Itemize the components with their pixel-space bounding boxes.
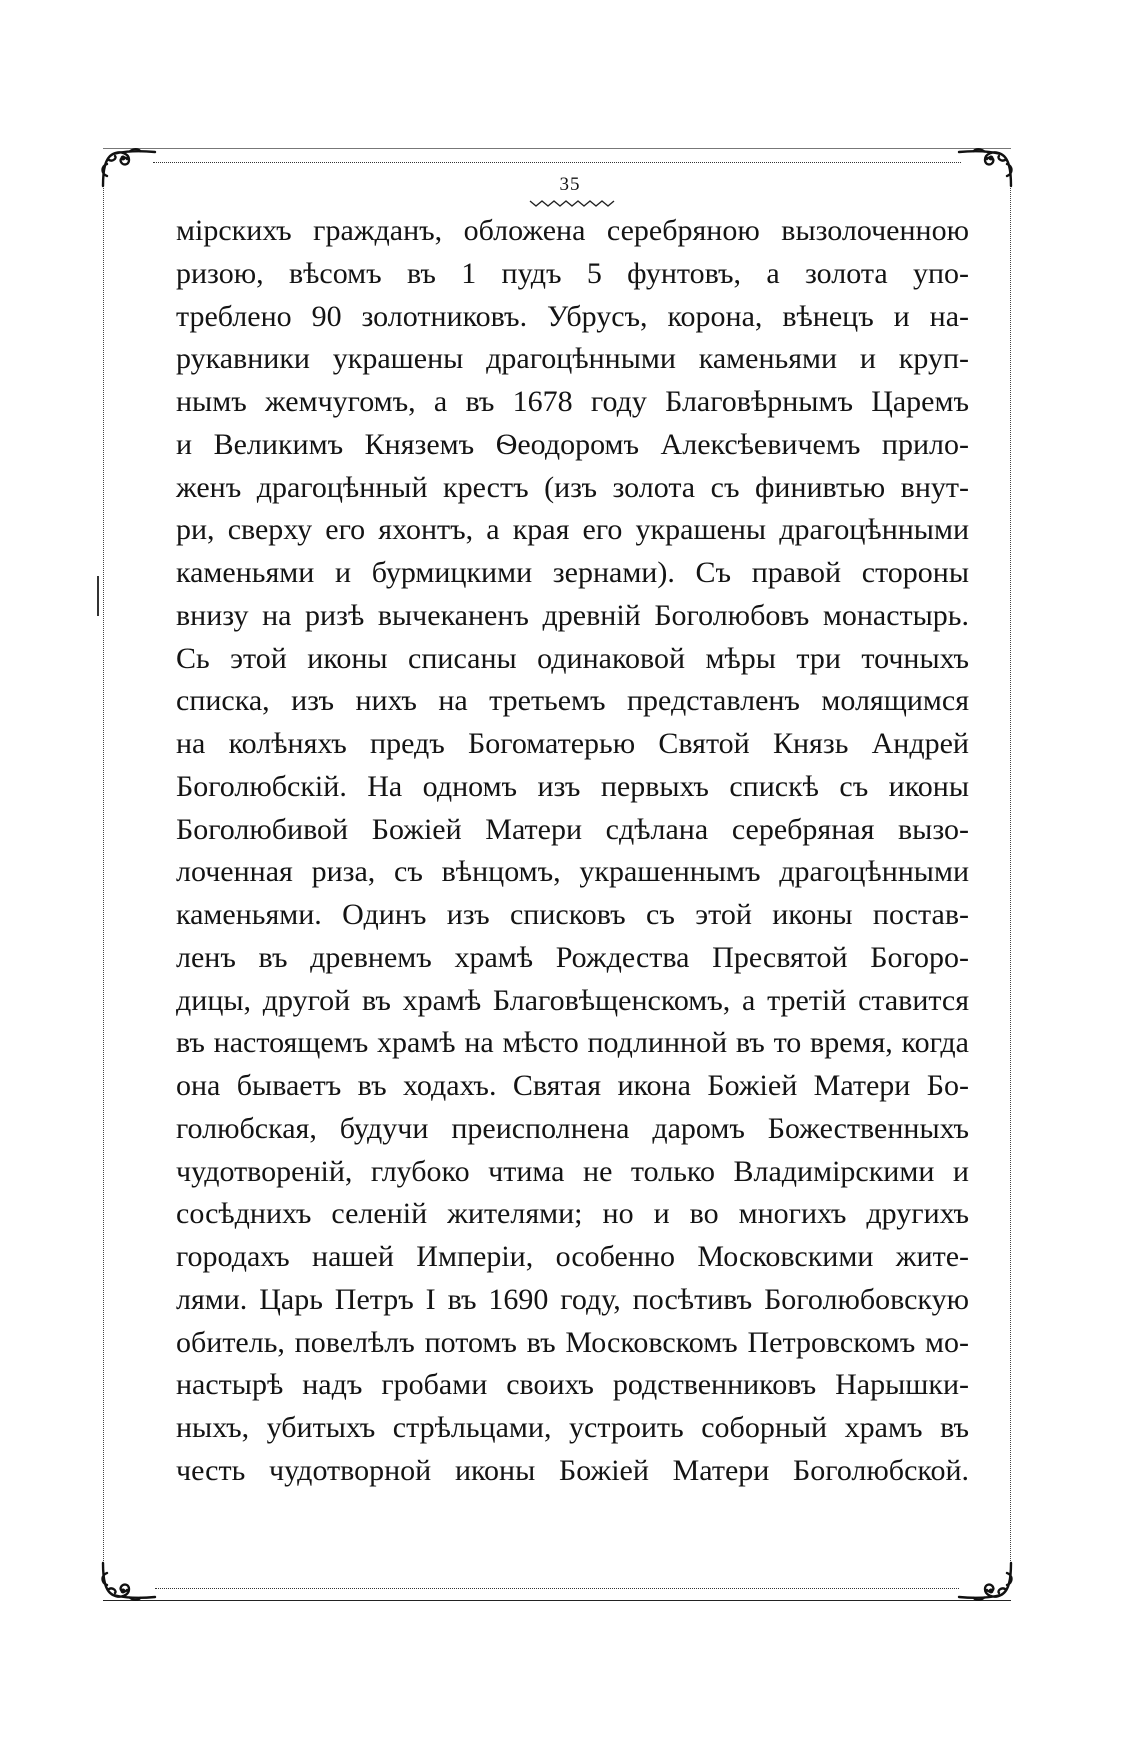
border-top-line — [103, 148, 1011, 149]
body-text — [176, 210, 969, 1493]
text-line: Сь этой иконы списаны одинаковой мѣры три точныхъ — [176, 641, 969, 675]
text-line: списка, изъ нихъ на третьемъ представленъ молящимся — [176, 684, 969, 718]
border-left-dotted — [103, 188, 104, 1561]
page-number: 35 — [559, 174, 581, 195]
text-line: каменьями. Одинъ изъ списковъ съ этой иконы постав- — [176, 898, 969, 931]
corner-ornament-icon — [99, 1559, 157, 1603]
border-top-dotted — [153, 162, 961, 163]
text-line: Боголюбивой Божіей Матери сдѣлана серебряная вызо- — [176, 812, 969, 846]
corner-ornament-icon — [957, 1559, 1015, 1603]
text-line: городахъ нашей Имперіи, особенно Московскими жите- — [176, 1240, 969, 1273]
margin-mark — [97, 576, 99, 616]
text-line: ризою, вѣсомъ въ 1 пудъ 5 фунтовъ, а золота упо- — [176, 256, 969, 290]
text-line: на колѣняхъ предъ Богоматерью Святой Князь Андрей — [176, 727, 969, 760]
text-line: нымъ жемчугомъ, а въ 1678 году Благовѣрнымъ Царемъ — [176, 385, 969, 418]
text-line: ри, сверху его яхонтъ, а края его украшены драгоцѣнными — [176, 513, 969, 547]
text-line: женъ драгоцѣнный крестъ (изъ золота съ финивтью внут- — [176, 470, 969, 504]
text-line: чудотвореній, глубоко чтима не только Владимірскими и — [176, 1154, 969, 1188]
text-line: каменьями и бурмицкими зернами). Съ правой стороны — [176, 556, 969, 589]
text-line: Боголюбскій. На одномъ изъ первыхъ спискѣ съ иконы — [176, 769, 969, 803]
border-right-dotted — [1010, 188, 1011, 1561]
text-line: и Великимъ Княземъ Ѳеодоромъ Алексѣевичемъ прило- — [176, 427, 969, 461]
text-line: въ настоящемъ храмѣ на мѣсто подлинной въ то время, когда — [176, 1026, 969, 1060]
text-line: обитель, повелѣлъ потомъ въ Московскомъ Петровскомъ мо- — [176, 1325, 969, 1359]
text-line: дицы, другой въ храмѣ Благовѣщенскомъ, а третій ставится — [176, 983, 969, 1017]
text-line: треблено 90 золотниковъ. Убрусъ, корона, вѣнецъ и на- — [176, 299, 969, 333]
text-line: честь чудотворной иконы Божіей Матери Боголюбской. — [176, 1453, 969, 1487]
text-line: рукавники украшены драгоцѣнными каменьями и круп- — [176, 342, 969, 376]
border-bottom-line — [103, 1600, 1011, 1601]
border-bottom-dotted — [155, 1588, 959, 1589]
text-line: внизу на ризѣ вычеканенъ древній Боголюбовъ монастырь. — [176, 598, 969, 632]
text-line: голюбская, будучи преисполнена даромъ Божественныхъ — [176, 1111, 969, 1145]
text-line: мірскихъ гражданъ, обложена серебряною вызолоченною — [176, 214, 969, 247]
text-line: лями. Царь Петръ I въ 1690 году, посѣтивъ Боголюбовскую — [176, 1282, 969, 1316]
text-line: ленъ въ древнемъ храмѣ Рождества Пресвятой Богоро- — [176, 940, 969, 974]
text-line: она бываетъ въ ходахъ. Святая икона Божіей Матери Бо- — [176, 1069, 969, 1102]
text-line: сосѣднихъ селеній жителями; но и во многихъ другихъ — [176, 1197, 969, 1231]
text-line: ныхъ, убитыхъ стрѣльцами, устроить соборный храмъ въ — [176, 1411, 969, 1444]
text-line: настырѣ надъ гробами своихъ родственниковъ Нарышки- — [176, 1368, 969, 1402]
page-number-flourish-icon — [528, 198, 618, 208]
text-line: лоченная риза, съ вѣнцомъ, украшеннымъ драгоцѣнными — [176, 855, 969, 889]
